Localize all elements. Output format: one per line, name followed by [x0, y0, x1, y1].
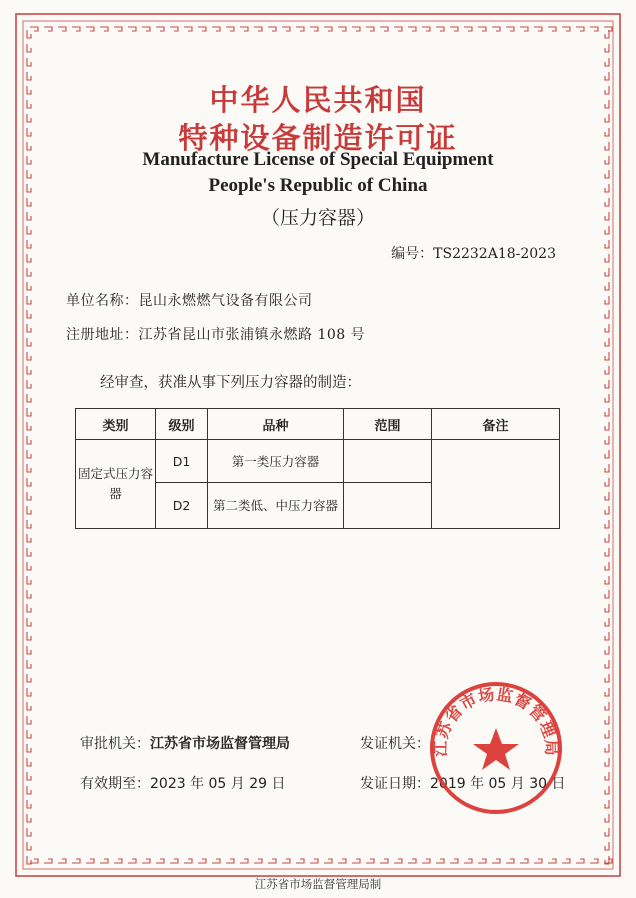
header-scope: 范围 — [344, 409, 432, 440]
certificate-number — [391, 243, 556, 263]
category-cell: 固定式压力容器 — [76, 440, 156, 529]
official-seal — [426, 678, 566, 818]
company-address-row — [66, 324, 365, 344]
header-category: 类别 — [76, 409, 156, 440]
valid-until — [80, 773, 286, 793]
license-scope-table — [75, 408, 560, 529]
title-en-line2: People's Republic of China — [208, 175, 428, 196]
table-header-row — [76, 409, 560, 440]
approval-label: 审批机关： — [80, 736, 150, 752]
valid-label: 有效期至： — [80, 776, 150, 792]
variety-cell: 第二类低、中压力容器 — [208, 483, 344, 529]
issuing-authority — [360, 733, 430, 753]
certificate-number-value: TS2232A18-2023 — [433, 246, 556, 262]
certificate-number-label: 编号： — [391, 246, 434, 262]
scope-cell — [344, 483, 432, 529]
issue-value: 2019 年 05 月 30 日 — [430, 776, 566, 792]
table-row — [76, 440, 560, 483]
level-cell: D2 — [156, 483, 208, 529]
remark-cell — [432, 440, 560, 529]
header-remark: 备注 — [432, 409, 560, 440]
valid-value: 2023 年 05 月 29 日 — [150, 776, 286, 792]
header-level: 级别 — [156, 409, 208, 440]
company-name-label: 单位名称： — [66, 293, 139, 309]
bottom-note: 江苏省市场监督管理局制 — [254, 877, 382, 891]
company-name-value: 昆山永燃燃气设备有限公司 — [138, 293, 313, 309]
intro-text: 经审查，获准从事下列压力容器的制造： — [100, 375, 361, 391]
subtitle: （压力容器） — [260, 207, 375, 229]
title-cn-line2: 特种设备制造许可证 — [178, 121, 458, 155]
scope-cell — [344, 440, 432, 483]
seal-text: 江苏省市场监督管理局 — [430, 684, 562, 757]
approval-value: 江苏省市场监督管理局 — [150, 736, 290, 752]
company-address-label: 注册地址： — [66, 327, 139, 343]
company-address-value: 江苏省昆山市张浦镇永燃路 108 号 — [138, 327, 366, 343]
issuer-label: 发证机关： — [360, 736, 430, 752]
seal-star-icon — [473, 728, 519, 770]
variety-cell: 第一类压力容器 — [208, 440, 344, 483]
title-en-line1: Manufacture License of Special Equipment — [142, 149, 494, 170]
level-cell: D1 — [156, 440, 208, 483]
approval-authority — [80, 733, 290, 753]
header-variety: 品种 — [208, 409, 344, 440]
company-name-row — [66, 290, 313, 310]
issue-label: 发证日期： — [360, 776, 430, 792]
title-cn-line1: 中华人民共和国 — [209, 83, 427, 117]
